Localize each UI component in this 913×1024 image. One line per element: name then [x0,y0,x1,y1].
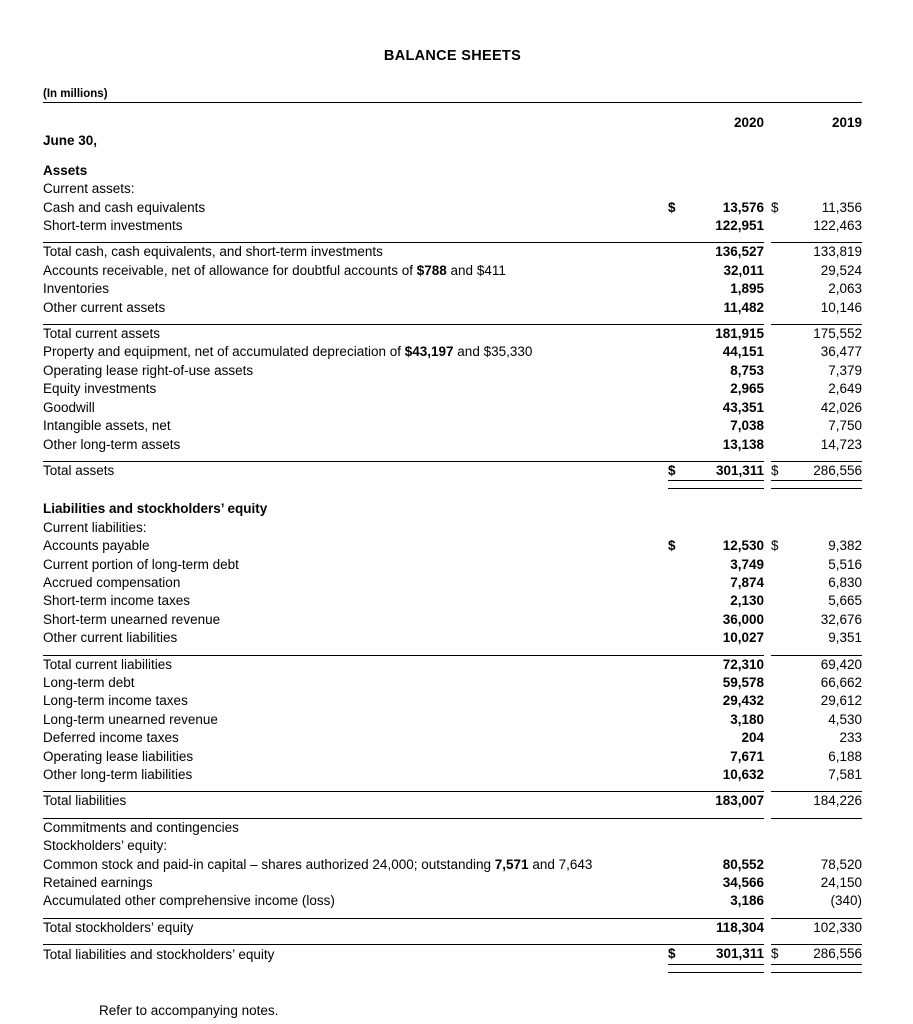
value-other-current-assets-current: 11,482 [723,299,764,315]
table-row [43,711,862,729]
table-row [43,729,862,747]
value-aoci-prior: (340) [830,893,862,909]
value-goodwill-current: 43,351 [722,399,764,415]
table-row [43,380,862,398]
value-long-term-unearned-revenue-prior: 4,530 [828,711,862,727]
table-row [43,629,862,647]
row-label-accounts-receivable-text1: Accounts receivable, net of allowance for doubtful accounts of [43,262,417,278]
table-row [43,874,862,892]
row-label-total-liabilities-and-equity: Total liabilities and stockholders’ equity [43,946,275,962]
inline-allowance-current: $788 [416,262,447,278]
inline-depreciation-current: $43,197 [404,344,454,360]
currency-symbol-prior: $ [771,199,779,215]
table-row [43,611,862,629]
row-label-short-term-unearned-revenue: Short-term unearned revenue [43,611,221,627]
inline-depreciation-prior: $35,330 [483,344,533,360]
row-label-retained-earnings: Retained earnings [43,875,153,891]
value-deferred-income-taxes-current: 204 [741,730,764,746]
section-heading-liabilities-row [43,500,862,518]
currency-symbol-current: $ [668,946,676,962]
currency-symbol-current: $ [668,538,676,554]
value-other-current-liabilities-prior: 9,351 [828,630,862,646]
row-label-long-term-debt: Long-term debt [43,674,135,690]
currency-symbol-prior: $ [771,538,779,554]
value-retained-earnings-prior: 24,150 [820,875,862,891]
value-equity-investments-current: 2,965 [730,381,764,397]
row-label-other-current-liabilities: Other current liabilities [43,630,178,646]
row-label-total-liabilities: Total liabilities [43,793,127,809]
units-note: (In millions) [43,88,108,100]
section-heading-liabilities: Liabilities and stockholders’ equity [43,501,268,517]
value-current-portion-lt-debt-prior: 5,516 [828,556,862,572]
table-row [43,918,862,937]
subtotal-rule [43,911,862,919]
row-label-other-current-assets: Other current assets [43,299,166,315]
value-long-term-income-taxes-prior: 29,612 [820,693,862,709]
row-label-goodwill: Goodwill [43,399,95,415]
row-label-short-term-income-taxes: Short-term income taxes [43,593,191,609]
row-label-commitments: Commitments and contingencies [43,819,239,835]
table-row [43,243,862,262]
value-other-current-liabilities-current: 10,027 [722,630,764,646]
value-other-current-assets-prior: 10,146 [820,299,862,315]
subheading-current-assets-row [43,180,862,198]
date-label: June 30, [43,133,98,149]
table-row [43,655,862,674]
value-total-stockholders-equity-prior: 102,330 [813,919,862,935]
value-total-current-liabilities-current: 72,310 [722,656,764,672]
value-accrued-compensation-current: 7,874 [730,574,764,590]
table-row [43,792,862,811]
total-rule [43,937,862,945]
value-long-term-debt-prior: 66,662 [820,674,862,690]
inline-shares-outstanding-prior: 7,643 [558,856,593,872]
balance-sheet-table [43,103,862,973]
total-rule [43,454,862,462]
table-row [43,362,862,380]
row-label-operating-lease-liabilities: Operating lease liabilities [43,748,194,764]
section-closing-rule [43,811,862,819]
table-row [43,574,862,592]
footnote: Refer to accompanying notes. [99,1002,279,1018]
value-total-stockholders-equity-current: 118,304 [715,919,764,935]
table-row [43,674,862,692]
subheading-stockholders-equity-row [43,837,862,855]
value-accounts-payable-prior: 9,382 [828,538,862,554]
value-long-term-income-taxes-current: 29,432 [722,693,764,709]
row-label-accounts-payable: Accounts payable [43,538,150,554]
section-heading-assets: Assets [43,162,88,178]
table-row [43,343,862,361]
row-label-total-stockholders-equity: Total stockholders’ equity [43,919,194,935]
row-label-common-stock-text2: and [528,856,559,872]
subheading-current-liabilities: Current liabilities: [43,519,147,535]
row-label-total-cash: Total cash, cash equivalents, and short-term investments [43,244,383,260]
value-short-term-income-taxes-current: 2,130 [730,593,764,609]
table-row [43,325,862,344]
value-total-liabilities-current: 183,007 [715,793,764,809]
value-intangible-assets-current: 7,038 [730,418,764,434]
table-row [43,199,862,217]
value-total-cash-prior: 133,819 [813,244,862,260]
value-total-current-liabilities-prior: 69,420 [820,656,862,672]
total-rule [43,784,862,792]
value-short-term-investments-current: 122,951 [715,218,764,234]
row-label-total-current-liabilities: Total current liabilities [43,656,173,672]
row-label-total-assets: Total assets [43,463,115,479]
table-row [43,537,862,555]
value-common-stock-current: 80,552 [722,856,764,872]
value-short-term-investments-prior: 122,463 [813,218,862,234]
value-common-stock-prior: 78,520 [820,856,862,872]
grand-total-double-rule [43,481,862,489]
table-row [43,766,862,784]
value-current-portion-lt-debt-current: 3,749 [730,556,764,572]
row-label-operating-lease-rou: Operating lease right-of-use assets [43,362,254,378]
commitments-row [43,818,862,837]
currency-symbol-current: $ [668,199,676,215]
row-label-property-equipment-text1: Property and equipment, net of accumulated depreciation of [43,344,405,360]
row-label-deferred-income-taxes: Deferred income taxes [43,730,179,746]
value-total-current-assets-prior: 175,552 [813,326,862,342]
currency-symbol-prior: $ [771,462,779,478]
column-header-year-prior: 2019 [831,115,862,130]
row-label-accounts-receivable-text2: and [446,262,477,278]
value-accounts-payable-current: 12,530 [722,538,764,554]
table-row [43,692,862,710]
grand-total-double-rule [43,964,862,972]
value-aoci-current: 3,186 [730,893,764,909]
table-row [43,856,862,874]
value-property-equipment-prior: 36,477 [820,344,862,360]
subtotal-rule [43,317,862,325]
value-operating-lease-liabilities-current: 7,671 [730,748,764,764]
table-row [43,592,862,610]
table-row [43,748,862,766]
row-label-short-term-investments: Short-term investments [43,218,183,234]
value-cash-current: 13,576 [722,199,764,215]
table-row [43,417,862,435]
table-row [43,556,862,574]
value-goodwill-prior: 42,026 [820,399,862,415]
row-label-inventories: Inventories [43,281,110,297]
table-row [43,892,862,910]
value-intangible-assets-prior: 7,750 [828,418,862,434]
table-row [43,945,862,964]
subheading-current-assets: Current assets: [43,181,135,197]
value-other-long-term-assets-prior: 14,723 [820,436,862,452]
row-label-common-stock [43,856,668,874]
value-short-term-unearned-revenue-current: 36,000 [722,611,764,627]
table-row [43,461,862,480]
subtotal-rule [43,235,862,243]
value-short-term-income-taxes-prior: 5,665 [828,593,862,609]
section-heading-assets-row [43,162,862,180]
value-total-current-assets-current: 181,915 [715,326,764,342]
currency-symbol-prior: $ [771,946,779,962]
inline-shares-outstanding-current: 7,571 [494,856,529,872]
page-title: BALANCE SHEETS [383,48,522,64]
currency-symbol-current: $ [668,462,676,478]
value-other-long-term-liabilities-prior: 7,581 [828,767,862,782]
column-header-year-current: 2020 [733,115,764,130]
value-total-assets-prior: 286,556 [813,462,862,478]
subheading-current-liabilities-row [43,519,862,537]
row-label-accrued-compensation: Accrued compensation [43,574,181,590]
row-label-long-term-unearned-revenue: Long-term unearned revenue [43,711,218,727]
value-equity-investments-prior: 2,649 [828,381,862,397]
value-total-cash-current: 136,527 [715,244,764,260]
value-deferred-income-taxes-prior: 233 [839,730,862,746]
value-long-term-debt-current: 59,578 [722,674,764,690]
inline-allowance-prior: $411 [476,262,506,278]
value-total-liabilities-and-equity-current: 301,311 [715,946,764,962]
row-label-total-current-assets: Total current assets [43,326,161,342]
value-property-equipment-current: 44,151 [722,344,764,360]
table-row [43,262,862,280]
table-row [43,299,862,317]
row-label-long-term-income-taxes: Long-term income taxes [43,693,188,709]
row-label-other-long-term-assets: Other long-term assets [43,436,181,452]
table-row [43,399,862,417]
value-total-liabilities-prior: 184,226 [813,793,862,809]
subtotal-rule [43,648,862,656]
value-accrued-compensation-prior: 6,830 [828,574,862,590]
value-total-liabilities-and-equity-prior: 286,556 [813,946,862,962]
row-label-accounts-receivable [43,262,668,280]
row-label-current-portion-lt-debt: Current portion of long-term debt [43,556,239,572]
row-label-property-equipment-text2: and [453,344,484,360]
value-short-term-unearned-revenue-prior: 32,676 [820,611,862,627]
row-label-equity-investments: Equity investments [43,381,157,397]
value-other-long-term-assets-current: 13,138 [722,436,764,452]
table-row [43,280,862,298]
value-total-assets-current: 301,311 [715,462,764,478]
value-cash-prior: 11,356 [821,199,862,215]
value-other-long-term-liabilities-current: 10,632 [722,767,764,782]
date-label-row [43,132,862,150]
value-retained-earnings-current: 34,566 [722,875,764,891]
row-label-aoci: Accumulated other comprehensive income (loss) [43,893,335,909]
table-row [43,436,862,454]
value-inventories-prior: 2,063 [828,281,862,297]
row-label-other-long-term-liabilities: Other long-term liabilities [43,767,193,782]
value-accounts-receivable-prior: 29,524 [820,262,862,278]
row-label-intangible-assets: Intangible assets, net [43,418,171,434]
value-long-term-unearned-revenue-current: 3,180 [730,711,764,727]
row-label-property-equipment [43,343,668,361]
row-label-cash: Cash and cash equivalents [43,199,206,215]
table-row [43,217,862,235]
column-header-row [43,114,862,132]
value-operating-lease-liabilities-prior: 6,188 [828,748,862,764]
value-operating-lease-rou-prior: 7,379 [828,362,862,378]
subheading-stockholders-equity: Stockholders’ equity: [43,838,168,854]
row-label-common-stock-text1: Common stock and paid-in capital – shares authorized 24,000; outstanding [43,856,495,872]
value-operating-lease-rou-current: 8,753 [730,362,764,378]
value-accounts-receivable-current: 32,011 [723,262,764,278]
value-inventories-current: 1,895 [730,281,764,297]
